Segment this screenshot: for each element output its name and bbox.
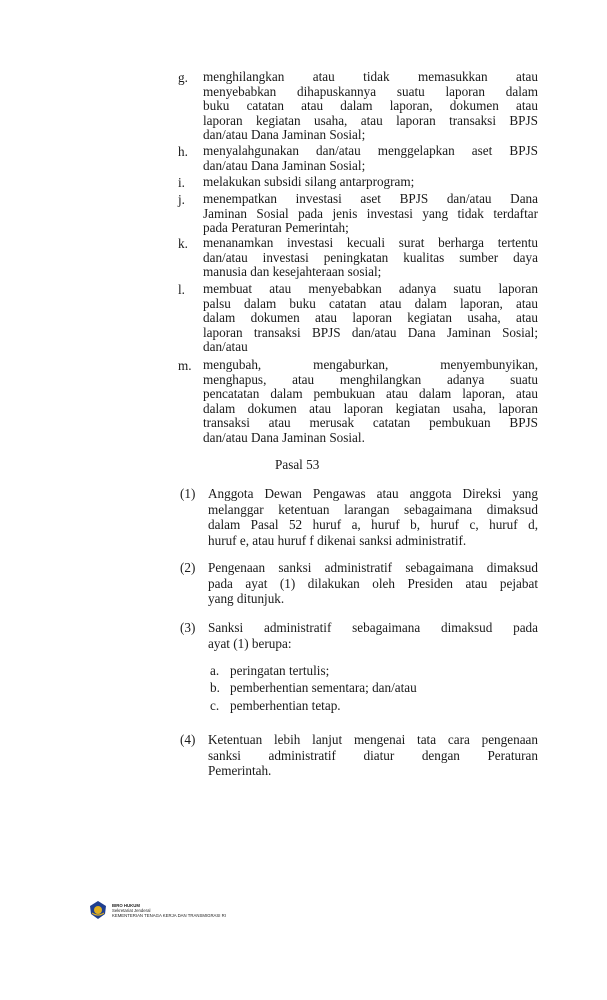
text-line: laporan kegiatan usaha, atau laporan transaksi BPJS [203, 112, 538, 128]
ministry-emblem-icon [88, 900, 108, 920]
ayat-label: (2) [180, 560, 196, 575]
sanksi-label: c. [210, 698, 220, 713]
list-item [178, 70, 538, 143]
text-line: Anggota Dewan Pengawas atau anggota Direksi yang [208, 486, 538, 501]
sanksi-item [210, 663, 510, 679]
list-item-label: h. [178, 144, 188, 159]
text-line: Pemerintah. [208, 763, 272, 778]
text-line: pencatatan dalam pembukuan atau dalam laporan, atau [203, 386, 538, 402]
text-line: pada ayat (1) dilakukan oleh Presiden atau pejabat [208, 575, 538, 591]
ayat-text [208, 732, 538, 779]
ayat-text [208, 486, 538, 548]
text-line: laporan transaksi BPJS dan/atau Dana Jaminan Sosial; [203, 324, 538, 340]
text-line: menyalahgunakan dan/atau menggelapkan aset BPJS [203, 143, 538, 158]
list-item-label: i. [178, 175, 185, 190]
list-item [178, 144, 538, 173]
ayat-item [180, 560, 538, 607]
footer-logo [88, 900, 226, 920]
ayat-item [180, 486, 538, 548]
ayat-label: (3) [180, 620, 196, 635]
text-line: buku catatan atau dalam laporan, dokumen atau [203, 98, 538, 114]
footer-line-1: BIRO HUKUM [112, 902, 140, 908]
text-line: dan/atau Dana Jaminan Sosial; [203, 127, 366, 143]
footer-line-3: KEMENTERIAN TENAGA KERJA DAN TRANSMIGRASI RI [112, 912, 226, 918]
text-line: menghapus, atau menghilangkan adanya suatu [203, 371, 538, 387]
list-item-text [203, 236, 538, 280]
text-line: Pengenaan sanksi administratif sebagaimana dimaksud [208, 560, 538, 575]
text-line: Jaminan Sosial pada jenis investasi yang tidak terdaftar [203, 205, 538, 221]
text-line: menyebabkan dihapuskannya suatu laporan dalam [203, 83, 538, 99]
ayat-item [180, 620, 538, 651]
list-item-text [203, 192, 538, 236]
text-line: pada Peraturan Pemerintah; [203, 220, 349, 236]
list-item-text [203, 282, 538, 355]
text-line: dalam Pasal 52 huruf a, huruf b, huruf c, huruf d, [208, 517, 538, 532]
ayat-label: (1) [180, 486, 196, 501]
list-item-label: j. [178, 192, 185, 207]
text-line: ayat (1) berupa: [208, 635, 292, 651]
text-line: menghilangkan atau tidak memasukkan atau [203, 69, 538, 84]
list-item-text [203, 358, 538, 446]
text-line: dan/atau Dana Jaminan Sosial; [203, 157, 366, 173]
text-line: dalam dokumen atau laporan kegiatan usaha, atau [203, 310, 538, 326]
list-item-text [203, 144, 538, 173]
text-line: dan/atau Dana Jaminan Sosial. [203, 429, 365, 445]
footer-line-2: Sekretariat Jenderal [112, 907, 151, 913]
text-line: transaksi atau merusak catatan pembukuan BPJS [203, 415, 538, 431]
list-item-text [203, 70, 538, 143]
list-item [178, 192, 538, 236]
list-item-label: g. [178, 70, 188, 85]
text-line: melakukan subsidi silang antarprogram; [203, 174, 415, 189]
list-item-text [203, 175, 538, 190]
sanksi-label: b. [210, 680, 220, 695]
sanksi-item [210, 698, 510, 714]
text-line: membuat atau menyebabkan adanya suatu laporan [203, 281, 538, 296]
list-item [178, 282, 538, 355]
list-item [178, 358, 538, 446]
text-line: menanamkan investasi kecuali surat berharga tertentu [203, 235, 538, 250]
text-line: mengubah, mengaburkan, menyembunyikan, [203, 357, 538, 372]
ayat-text [208, 620, 538, 651]
text-line: melanggar ketentuan larangan sebagaimana dimaksud [208, 501, 538, 517]
sanksi-label: a. [210, 663, 220, 678]
text-line: dan/atau investasi peningkatan kualitas sumber daya [203, 249, 538, 265]
text-line: sanksi administratif diatur dengan Peraturan [208, 747, 538, 763]
pasal-heading: Pasal 53 [275, 457, 320, 472]
text-line: Sanksi administratif sebagaimana dimaksud pada [208, 620, 538, 635]
ayat-item [180, 732, 538, 779]
text-line: dan/atau [203, 339, 248, 355]
text-line: manusia dan kesejahteraan sosial; [203, 264, 382, 280]
sanksi-text: peringatan tertulis; [230, 663, 330, 678]
list-item-label: m. [178, 358, 192, 373]
text-line: menempatkan investasi aset BPJS dan/atau Dana [203, 191, 538, 206]
text-line: dalam dokumen atau laporan kegiatan usaha, laporan [203, 400, 538, 416]
sanksi-text: pemberhentian sementara; dan/atau [230, 680, 417, 695]
ayat-text [208, 560, 538, 607]
list-item-label: k. [178, 236, 188, 251]
list-item [178, 175, 538, 190]
text-line: palsu dalam buku catatan atau dalam laporan, atau [203, 295, 538, 311]
text-line: huruf e, atau huruf f dikenai sanksi administratif. [208, 532, 467, 548]
sanksi-item [210, 680, 510, 696]
text-line: Ketentuan lebih lanjut mengenai tata cara pengenaan [208, 732, 538, 747]
sanksi-text: pemberhentian tetap. [230, 698, 341, 713]
ayat-label: (4) [180, 732, 196, 747]
text-line: yang ditunjuk. [208, 591, 285, 606]
list-item [178, 236, 538, 280]
list-item-label: l. [178, 282, 185, 297]
